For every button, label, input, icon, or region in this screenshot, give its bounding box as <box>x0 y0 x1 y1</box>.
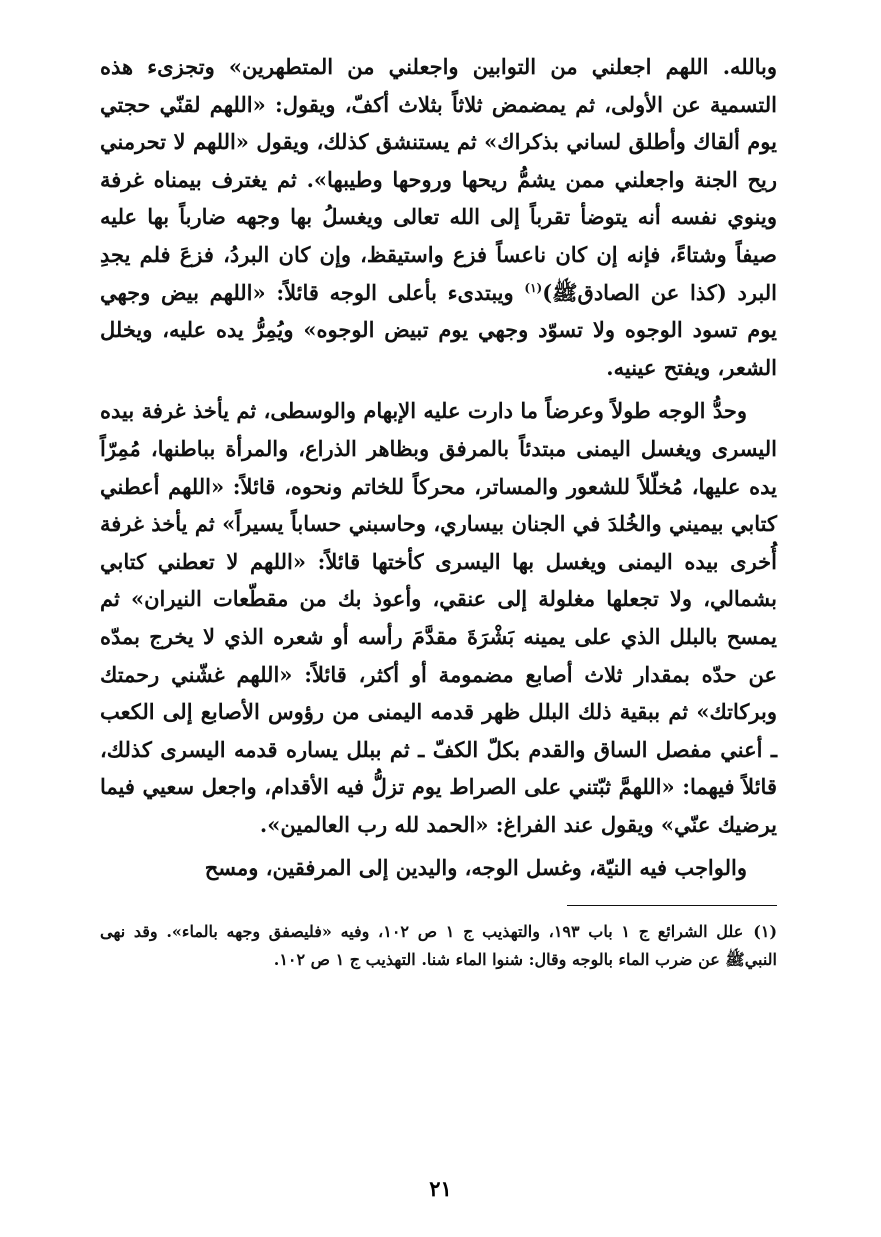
main-text <box>100 48 777 887</box>
paragraph-1-text-before-ref: وبالله. اللهم اجعلني من التوابين واجعلني من المتطهرين» وتجزىء هذه التسمية عن الأولى، ثم يمضمض ثلاثاً بثلاث أكفّ، ويقول: «اللهم لقنّي حجتي يوم ألقاك وأطلق لساني بذكراك» ثم يستنشق كذلك، ويقول «اللهم لا تحرمني ريح الجنة واجعلني ممن يشمُّ ريحها وروحها وطيبها». ثم يغترف بيمناه غرفة وينوي نفسه أنه يتوضأ تقرباً إلى الله تعالى ويغسلُ بها وجهه ضارباً بها عليه صيفاً وشتاءً، فإنه إن كان ناعساً فزع واستيقظ، وإن كان البردُ، فزعَ فلم يجدِ البرد (كذا عن الصادقﷺ) <box>100 54 778 305</box>
footnote-1-marker: (١) <box>753 922 778 942</box>
footnote-1-text: علل الشرائع ج ١ باب ١٩٣، والتهذيب ج ١ ص ١٠٢، وفيه «فليصفق وجهه بالماء». وقد نهى النبيﷺ عن ضرب الماء بالوجه وقال: شنوا الماء شنا. التهذيب ج ١ ص ١٠٢. <box>100 922 777 970</box>
paragraph-3: والواجب فيه النيّة، وغسل الوجه، واليدين إلى المرفقين، ومسح <box>204 855 747 881</box>
footnote-1 <box>100 918 777 974</box>
footnotes <box>100 918 777 974</box>
paragraph-1-text-after-ref: ويبتدىء بأعلى الوجه قائلاً: «اللهم بيض وجهي يوم تسود الوجوه ولا تسوّد وجهي يوم تبيض الوجوه» ويُمِرُّ يده عليه، ويخلل الشعر، ويفتح عينيه. <box>100 279 777 380</box>
page-number: ٢١ <box>429 1176 452 1201</box>
paragraph-2: وحدُّ الوجه طولاً وعرضاً ما دارت عليه الإبهام والوسطى، ثم يأخذ غرفة بيده اليسرى ويغسل اليمنى مبتدئاً بالمرفق وبظاهر الذراع، والمرأة بباطنها، مُمِرّاً يده عليها، مُخلّلاً للشعور والمساتر، محركاً للخاتم ونحوه، قائلاً: «اللهم أعطني كتابي بيميني والخُلدَ في الجنان بيساري، وحاسبني حساباً يسيراً» ثم يأخذ غرفة أُخرى بيده اليمنى ويغسل بها اليسرى كأختها قائلاً: «اللهم لا تعطني كتابي بشمالي، ولا تجعلها مغلولة إلى عنقي، وأعوذ بك من مقطّعات النيران» ثم يمسح بالبلل الذي على يمينه بَشْرَةَ مقدَّمَ رأسه أو شعره الذي لا يخرج بمدّه عن حدّه بمقدار ثلاث أصابع مضمومة أو أكثر، قائلاً: «اللهم غشّني رحمتك وبركاتك» ثم ببقية ذلك البلل ظهر قدمه اليمنى من رؤوس الأصابع إلى الكعب ـ أعني مفصل الساق والقدم بكلّ الكفّ ـ ثم ببلل يساره قدمه اليسرى كذلك، قائلاً فيهما: «اللهمَّ ثبّتني على الصراط يوم تزلُّ فيه الأقدام، واجعل سعيي فيما يرضيك عنّي» ويقول عند الفراغ: «الحمد لله رب العالمين». <box>100 398 777 837</box>
footnote-divider <box>567 905 777 906</box>
footnote-reference-1[interactable]: (١) <box>524 280 543 295</box>
paragraph-1 <box>100 48 777 386</box>
